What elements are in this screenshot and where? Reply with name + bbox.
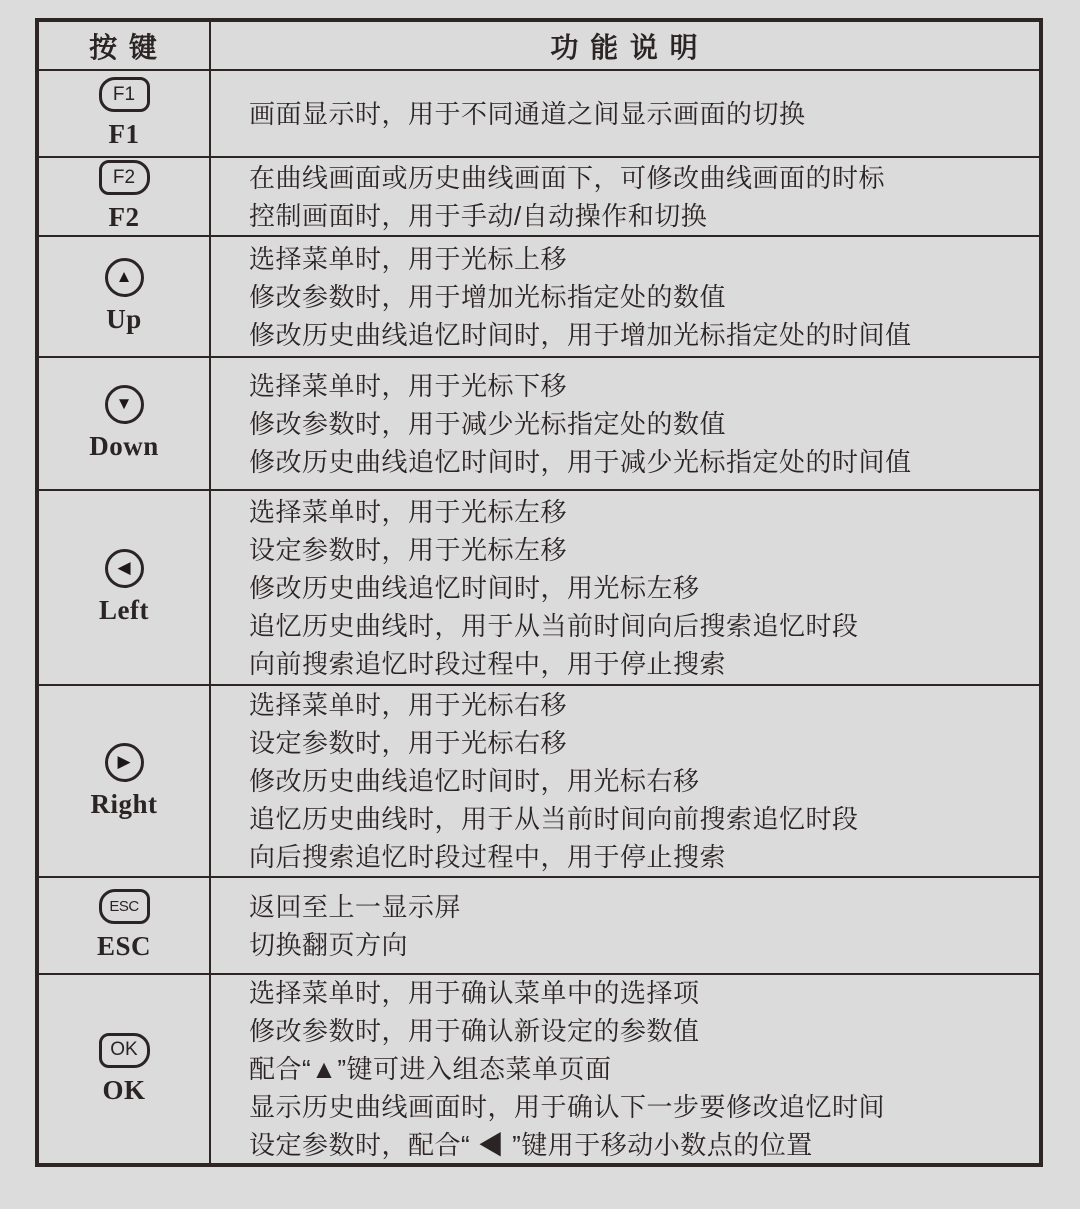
desc-line: 修改历史曲线追忆时间时，用于减少光标指定处的时间值 bbox=[249, 446, 912, 477]
header-key-column: 按 键 bbox=[39, 22, 211, 69]
table-row-down bbox=[39, 356, 1039, 489]
left-arrow-key-icon bbox=[105, 549, 144, 588]
key-cell-right bbox=[39, 686, 211, 876]
left-key-label: Left bbox=[99, 595, 149, 625]
ok-key-icon bbox=[99, 1033, 150, 1068]
desc-line: 控制画面时，用于手动/自动操作和切换 bbox=[249, 200, 708, 231]
desc-line: 画面显示时，用于不同通道之间显示画面的切换 bbox=[249, 98, 806, 129]
table-row-right bbox=[39, 684, 1039, 876]
right-triangle-icon: ▶ bbox=[117, 751, 131, 771]
desc-line: 选择菜单时，用于确认菜单中的选择项 bbox=[249, 978, 700, 1008]
desc-line: 修改参数时，用于减少光标指定处的数值 bbox=[249, 408, 727, 439]
table-row-f1 bbox=[39, 69, 1039, 156]
key-cell-f2 bbox=[39, 158, 211, 235]
key-cell-up bbox=[39, 237, 211, 356]
desc-cell-f1 bbox=[211, 71, 1039, 156]
f1-key-label: F1 bbox=[108, 119, 140, 149]
down-arrow-key-icon bbox=[105, 385, 144, 424]
desc-line: 设定参数时，用于光标右移 bbox=[249, 728, 568, 758]
left-triangle-icon: ◀ bbox=[117, 558, 131, 577]
right-key-label: Right bbox=[90, 788, 158, 819]
desc-line: 修改参数时，用于确认新设定的参数值 bbox=[249, 1016, 700, 1046]
f1-keycap-text: F1 bbox=[112, 83, 136, 105]
table-header-row bbox=[39, 22, 1039, 69]
desc-line: 显示历史曲线画面时，用于确认下一步要修改追忆时间 bbox=[249, 1092, 886, 1122]
f1-key-icon bbox=[99, 77, 150, 112]
down-triangle-icon: ▼ bbox=[115, 394, 133, 413]
key-cell-esc bbox=[39, 878, 211, 973]
up-arrow-key-icon bbox=[105, 258, 144, 297]
key-cell-f1 bbox=[39, 71, 211, 156]
key-cell-left bbox=[39, 491, 211, 684]
f2-keycap-text: F2 bbox=[112, 166, 136, 188]
desc-line: 向前搜索追忆时段过程中，用于停止搜索 bbox=[249, 648, 727, 679]
desc-line: 修改历史曲线追忆时间时，用于增加光标指定处的时间值 bbox=[249, 319, 912, 350]
down-key-label: Down bbox=[89, 431, 159, 461]
table-row-esc bbox=[39, 876, 1039, 973]
desc-cell-esc bbox=[211, 878, 1039, 973]
table-row-left bbox=[39, 489, 1039, 684]
table-row-f2 bbox=[39, 156, 1039, 235]
desc-cell-down bbox=[211, 358, 1039, 489]
desc-line: 选择菜单时，用于光标上移 bbox=[249, 243, 568, 274]
desc-line: 设定参数时，用于光标左移 bbox=[249, 534, 568, 565]
desc-line: 向后搜索追忆时段过程中，用于停止搜索 bbox=[249, 842, 727, 872]
desc-line: 返回至上一显示屏 bbox=[249, 891, 462, 922]
desc-cell-ok bbox=[211, 975, 1039, 1163]
table-row-ok bbox=[39, 973, 1039, 1163]
desc-line: 修改历史曲线追忆时间时，用光标右移 bbox=[249, 766, 700, 796]
f2-key-icon bbox=[99, 160, 150, 195]
ok-keycap-text: OK bbox=[110, 1039, 138, 1060]
desc-line: 配合“▲”键可进入组态菜单页面 bbox=[249, 1054, 612, 1084]
desc-line: 修改参数时，用于增加光标指定处的数值 bbox=[249, 281, 727, 312]
desc-line: 追忆历史曲线时，用于从当前时间向后搜索追忆时段 bbox=[249, 610, 859, 641]
desc-line: 追忆历史曲线时，用于从当前时间向前搜索追忆时段 bbox=[249, 804, 859, 834]
desc-cell-up bbox=[211, 237, 1039, 356]
header-description-column: 功 能 说 明 bbox=[550, 31, 700, 63]
ok-key-label: OK bbox=[102, 1074, 146, 1105]
table-row-up bbox=[39, 235, 1039, 356]
desc-line: 选择菜单时，用于光标下移 bbox=[249, 370, 568, 401]
desc-line: 设定参数时，配合“ ◀ ”键用于移动小数点的位置 bbox=[249, 1130, 813, 1160]
esc-keycap-text: ESC bbox=[109, 898, 139, 915]
f2-key-label: F2 bbox=[108, 202, 140, 232]
desc-line: 切换翻页方向 bbox=[249, 929, 409, 960]
key-cell-ok bbox=[39, 975, 211, 1163]
key-cell-down bbox=[39, 358, 211, 489]
up-triangle-icon: ▲ bbox=[115, 267, 133, 286]
desc-line: 选择菜单时，用于光标右移 bbox=[249, 690, 568, 720]
esc-key-label: ESC bbox=[96, 931, 152, 961]
desc-line: 在曲线画面或历史曲线画面下，可修改曲线画面的时标 bbox=[249, 162, 886, 193]
right-arrow-key-icon bbox=[105, 743, 144, 782]
esc-key-icon bbox=[99, 889, 150, 924]
up-key-label: Up bbox=[106, 304, 142, 334]
desc-line: 选择菜单时，用于光标左移 bbox=[249, 496, 568, 527]
desc-line: 修改历史曲线追忆时间时，用光标左移 bbox=[249, 572, 700, 603]
desc-cell-right bbox=[211, 686, 1039, 876]
key-function-table bbox=[35, 18, 1043, 1167]
desc-cell-left bbox=[211, 491, 1039, 684]
desc-cell-f2 bbox=[211, 158, 1039, 235]
